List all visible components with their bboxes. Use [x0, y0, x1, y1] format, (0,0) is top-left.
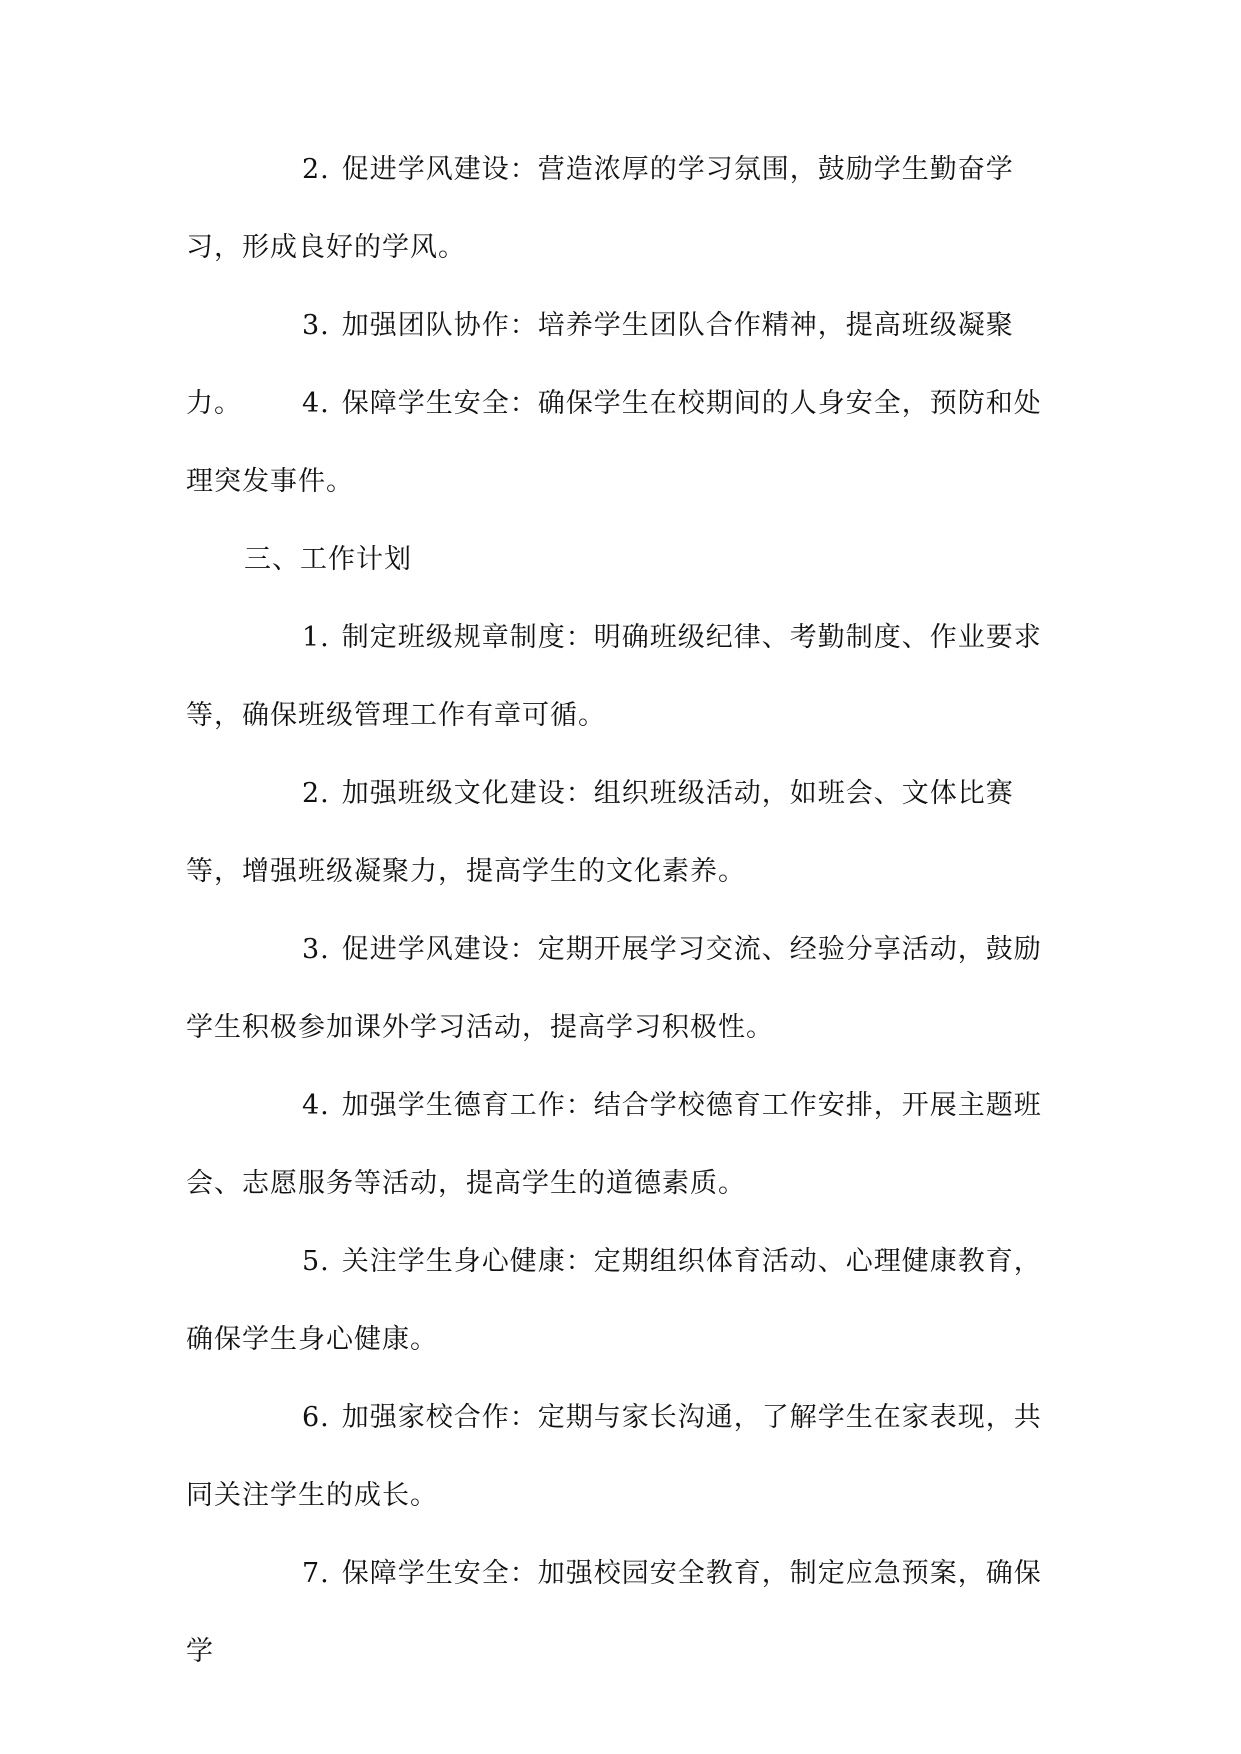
paragraph-text: 促进学风建设：定期开展学习交流、经验分享活动，鼓励学生积极参加课外学习活动，提高学习积极性。 [186, 934, 1042, 1043]
paragraph-plan-5 [186, 1223, 1066, 1379]
paragraph-text: 加强学生德育工作：结合学校德育工作安排，开展主题班会、志愿服务等活动，提高学生的道德素质。 [186, 1090, 1042, 1199]
paragraph-number: 2. [302, 154, 330, 185]
paragraph-number: 3. [302, 934, 330, 965]
paragraph-number: 1. [302, 622, 330, 653]
paragraph-plan-6 [186, 1379, 1066, 1535]
paragraph-text: 关注学生身心健康：定期组织体育活动、心理健康教育，确保学生身心健康。 [186, 1246, 1042, 1355]
paragraph-text: 制定班级规章制度：明确班级纪律、考勤制度、作业要求等，确保班级管理工作有章可循。 [186, 622, 1042, 731]
paragraph-number: 4. [302, 388, 330, 419]
paragraph-number: 7. [302, 1558, 330, 1589]
paragraph-number: 5. [302, 1246, 330, 1277]
paragraph-plan-1 [186, 599, 1066, 755]
paragraph-text: 促进学风建设：营造浓厚的学习氛围，鼓励学生勤奋学习，形成良好的学风。 [186, 154, 1014, 263]
paragraph-text: 保障学生安全：确保学生在校期间的人身安全，预防和处理突发事件。 [186, 388, 1042, 497]
paragraph-text: 加强团队协作：培养学生团队合作精神，提高班级凝聚力。 [186, 310, 1014, 419]
paragraph-text: 加强家校合作：定期与家长沟通，了解学生在家表现，共同关注学生的成长。 [186, 1402, 1042, 1511]
paragraph-text: 加强班级文化建设：组织班级活动，如班会、文体比赛等，增强班级凝聚力，提高学生的文化素养。 [186, 778, 1014, 887]
paragraph-number: 3. [302, 310, 330, 341]
paragraph-plan-2 [186, 755, 1066, 911]
paragraph-number: 2. [302, 778, 330, 809]
paragraph-plan-3 [186, 911, 1066, 1067]
paragraph-plan-7 [186, 1535, 1066, 1691]
paragraph-plan-4 [186, 1067, 1066, 1223]
paragraph-number: 4. [302, 1090, 330, 1121]
paragraph-goal-4 [186, 365, 1066, 521]
paragraph-goal-2 [186, 131, 1066, 287]
paragraph-text: 保障学生安全：加强校园安全教育，制定应急预案，确保学 [186, 1558, 1042, 1667]
section-heading [186, 521, 1066, 599]
paragraph-number: 6. [302, 1402, 330, 1433]
section-heading-text: 三、工作计划 [244, 544, 412, 575]
